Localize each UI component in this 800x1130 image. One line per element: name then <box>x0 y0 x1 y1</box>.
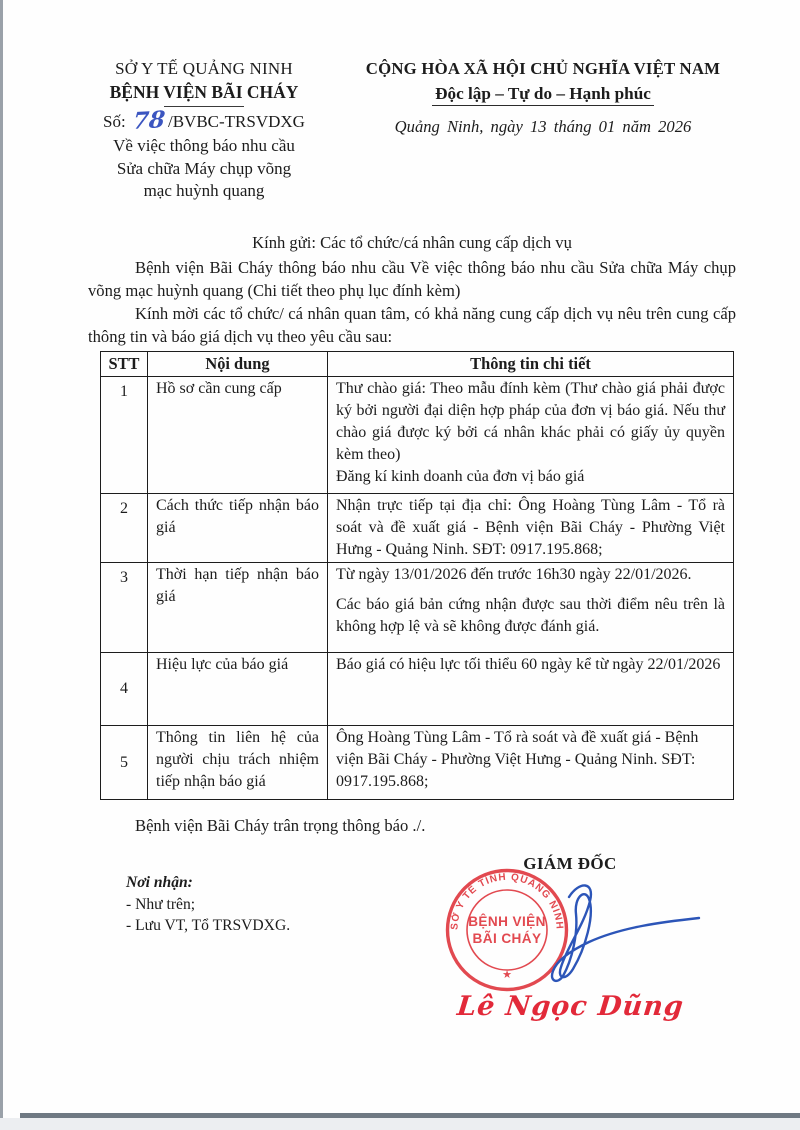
row-topic: Thời hạn tiếp nhận báo giá <box>148 563 328 653</box>
row-index: 3 <box>101 563 148 653</box>
hospital-name-underline <box>164 106 244 107</box>
letterhead-issuer <box>75 58 333 203</box>
closing-line: Bệnh viện Bãi Cháy trân trọng thông báo ./. <box>135 816 426 835</box>
recipients-item: - Lưu VT, Tổ TRSVDXG. <box>126 917 291 934</box>
stamp-center-line1: BỆNH VIỆN <box>468 914 546 929</box>
recipients-block <box>126 872 290 936</box>
row-detail <box>328 653 734 726</box>
document-number-suffix: /BVBC-TRSVDXG <box>167 112 305 131</box>
table-row <box>101 494 734 563</box>
stamp-ring-text: SỞ Y TẾ TỈNH QUẢNG NINH <box>449 871 565 931</box>
col-header-stt: STT <box>101 352 148 377</box>
col-header-noi-dung: Nội dung <box>148 352 328 377</box>
department-name: SỞ Y TẾ QUẢNG NINH <box>115 59 293 78</box>
quote-requirements-table <box>100 351 734 800</box>
row-index: 1 <box>101 377 148 494</box>
table-row <box>101 563 734 653</box>
document-number-handwritten: 78 <box>131 106 167 135</box>
subject-line-1: Về việc thông báo nhu cầu <box>113 136 295 155</box>
letterhead-national <box>352 58 734 137</box>
table-row <box>101 377 734 494</box>
document-number-label: Số: <box>103 112 126 131</box>
table-header-row <box>101 352 734 377</box>
paragraph-announcement: Bệnh viện Bãi Cháy thông báo nhu cầu Về việc thông báo nhu cầu Sửa chữa Máy chụp võng mạc huỳnh quang (Chi tiết theo phụ lục đính kèm) <box>88 258 736 300</box>
signature-stroke <box>552 885 699 980</box>
director-signature-icon <box>527 877 712 992</box>
detail-paragraph: Ông Hoàng Tùng Lâm - Tổ rà soát và đề xuất giá - Bệnh viện Bãi Cháy - Phường Việt Hưng - Quảng Ninh. SĐT: 0917.195.868; <box>336 729 699 790</box>
document-number-line <box>75 106 333 135</box>
detail-paragraph: Từ ngày 13/01/2026 đến trước 16h30 ngày 22/01/2026. <box>336 566 692 583</box>
detail-paragraph: Các báo giá bản cứng nhận được sau thời điểm nêu trên là không hợp lệ và sẽ không được đánh giá. <box>336 596 725 635</box>
row-index: 5 <box>101 726 148 800</box>
row-detail <box>328 563 734 653</box>
signer-name: Lê Ngọc Dũng <box>455 991 686 1022</box>
table-row <box>101 726 734 800</box>
scan-bottom-shadow <box>0 1118 800 1130</box>
row-topic: Hồ sơ cần cung cấp <box>148 377 328 494</box>
scan-left-edge <box>0 0 3 1130</box>
detail-paragraph: Báo giá có hiệu lực tối thiểu 60 ngày kể từ ngày 22/01/2026 <box>336 656 721 673</box>
row-detail <box>328 494 734 563</box>
place-date-line: Quảng Ninh, ngày 13 tháng 01 năm 2026 <box>394 117 692 136</box>
signature-svg <box>527 877 712 992</box>
detail-paragraph: Nhận trực tiếp tại địa chỉ: Ông Hoàng Tùng Lâm - Tổ rà soát và đề xuất giá - Bệnh viện Bãi Cháy - Phường Việt Hưng - Quảng Ninh. SĐT: 0917.195.868; <box>336 497 725 558</box>
row-index: 4 <box>101 653 148 726</box>
row-detail <box>328 377 734 494</box>
stamp-star-icon: ★ <box>502 969 512 981</box>
row-topic: Thông tin liên hệ của người chịu trách nhiệm tiếp nhận báo giá <box>148 726 328 800</box>
national-motto-line2: Độc lập – Tự do – Hạnh phúc <box>432 83 654 106</box>
subject-line-3: mạc huỳnh quang <box>143 181 265 200</box>
col-header-thong-tin: Thông tin chi tiết <box>328 352 734 377</box>
signer-title: GIÁM ĐỐC <box>523 854 617 873</box>
detail-paragraph: Thư chào giá: Theo mẫu đính kèm (Thư chào giá phải được ký bởi người đại diện hợp pháp của đơn vị báo giá. Nếu thư chào giá được ký bởi cá nhân khác phải có giấy ủy quyền kèm theo) <box>336 380 725 463</box>
salutation: Kính gửi: Các tổ chức/cá nhân cung cấp dịch vụ <box>252 233 572 252</box>
hospital-name: BỆNH VIỆN BÃI CHÁY <box>109 82 299 102</box>
row-topic: Hiệu lực của báo giá <box>148 653 328 726</box>
row-index: 2 <box>101 494 148 563</box>
paragraph-invitation: Kính mời các tổ chức/ cá nhân quan tâm, có khả năng cung cấp dịch vụ nêu trên cung cấp thông tin và báo giá dịch vụ theo yêu cầu sau: <box>88 304 736 346</box>
recipients-label: Nơi nhận: <box>126 874 193 891</box>
document-subject <box>75 135 333 203</box>
recipients-item: - Như trên; <box>126 896 196 913</box>
stamp-center-line2: BÃI CHÁY <box>472 931 542 946</box>
table-row <box>101 653 734 726</box>
document-body <box>88 231 736 837</box>
row-topic: Cách thức tiếp nhận báo giá <box>148 494 328 563</box>
subject-line-2: Sửa chữa Máy chụp võng <box>116 158 292 178</box>
row-detail <box>328 726 734 800</box>
detail-paragraph: Đăng kí kinh doanh của đơn vị báo giá <box>336 468 585 485</box>
national-motto-line1: CỘNG HÒA XÃ HỘI CHỦ NGHĨA VIỆT NAM <box>365 59 721 78</box>
